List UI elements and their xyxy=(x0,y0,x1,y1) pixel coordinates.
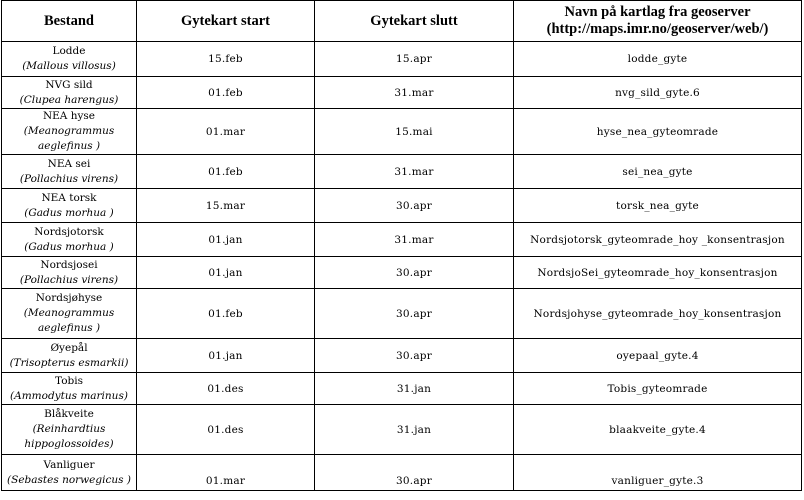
cell-gytekart-slutt: 30.apr xyxy=(315,257,514,289)
cell-bestand xyxy=(2,373,137,405)
species-common-name: Tobis xyxy=(55,374,83,387)
cell-gytekart-slutt: 31.mar xyxy=(315,223,514,257)
cell-kartlag-navn: Nordsjohyse_gyteomrade_hoy_konsentrasjon xyxy=(514,289,802,339)
cell-bestand xyxy=(2,405,137,455)
cell-kartlag-navn: torsk_nea_gyte xyxy=(514,189,802,223)
cell-bestand xyxy=(2,109,137,155)
table-row xyxy=(2,455,802,491)
table-row xyxy=(2,109,802,155)
cell-gytekart-slutt: 31.mar xyxy=(315,77,514,109)
table-row xyxy=(2,405,802,455)
cell-bestand xyxy=(2,189,137,223)
cell-gytekart-start: 01.mar xyxy=(137,109,315,155)
table-row xyxy=(2,257,802,289)
cell-kartlag-navn: Nordsjotorsk_gyteomrade_hoy _konsentrasjon xyxy=(514,223,802,257)
header-kartlag-line2: (http://maps.imr.no/geoserver/web/) xyxy=(546,21,769,37)
cell-kartlag-navn: Tobis_gyteomrade xyxy=(514,373,802,405)
species-scientific-name: (Reinhardtius hippoglossoides) xyxy=(24,423,114,450)
species-scientific-name: (Trisopterus esmarkii) xyxy=(9,356,129,369)
cell-kartlag-navn: vanliguer_gyte.3 xyxy=(514,455,802,491)
cell-gytekart-start: 01.feb xyxy=(137,289,315,339)
species-scientific-name: (Gadus morhua ) xyxy=(24,240,114,253)
cell-bestand xyxy=(2,223,137,257)
cell-kartlag-navn: sei_nea_gyte xyxy=(514,155,802,189)
cell-gytekart-slutt: 30.apr xyxy=(315,289,514,339)
species-common-name: Vanliguer xyxy=(43,458,95,471)
species-common-name: Lodde xyxy=(52,45,86,57)
species-common-name: Øyepål xyxy=(50,341,88,354)
table-row xyxy=(2,289,802,339)
cell-kartlag-navn: nvg_sild_gyte.6 xyxy=(514,77,802,109)
cell-gytekart-slutt: 30.apr xyxy=(315,339,514,373)
header-bestand: Bestand xyxy=(2,1,137,42)
species-common-name: Nordsjotorsk xyxy=(34,225,104,238)
table-row xyxy=(2,42,802,77)
cell-bestand xyxy=(2,257,137,289)
table-row xyxy=(2,339,802,373)
species-common-name: Nordsjosei xyxy=(40,258,98,271)
cell-kartlag-navn: NordsjoSei_gyteomrade_hoy_konsentrasjon xyxy=(514,257,802,289)
cell-gytekart-slutt: 31.mar xyxy=(315,155,514,189)
cell-gytekart-start: 15.mar xyxy=(137,189,315,223)
species-scientific-name: (Clupea harengus) xyxy=(19,93,119,106)
cell-bestand xyxy=(2,155,137,189)
species-common-name: NEA hyse xyxy=(42,110,96,122)
cell-kartlag-navn: hyse_nea_gyteomrade xyxy=(514,109,802,155)
cell-gytekart-start: 01.des xyxy=(137,373,315,405)
cell-bestand xyxy=(2,339,137,373)
table-row xyxy=(2,189,802,223)
species-common-name: NEA sei xyxy=(47,157,91,170)
cell-gytekart-start: 01.feb xyxy=(137,77,315,109)
header-kartlag-line1: Navn på kartlag fra geoserver xyxy=(564,4,751,20)
cell-bestand xyxy=(2,42,137,77)
species-scientific-name: (Pollachius virens) xyxy=(19,273,119,286)
cell-bestand xyxy=(2,77,137,109)
table-row xyxy=(2,77,802,109)
cell-gytekart-start: 01.jan xyxy=(137,257,315,289)
cell-gytekart-slutt: 31.jan xyxy=(315,405,514,455)
table-body xyxy=(2,42,802,491)
header-kartlag-navn xyxy=(514,1,802,42)
species-scientific-name: (Meanogrammus aeglefinus ) xyxy=(23,307,115,334)
cell-gytekart-slutt: 15.mai xyxy=(315,109,514,155)
table-row xyxy=(2,155,802,189)
table-row xyxy=(2,223,802,257)
cell-gytekart-start: 01.feb xyxy=(137,155,315,189)
cell-kartlag-navn: oyepaal_gyte.4 xyxy=(514,339,802,373)
species-common-name: Nordsjøhyse xyxy=(35,292,103,304)
cell-gytekart-start: 01.jan xyxy=(137,223,315,257)
table-row xyxy=(2,373,802,405)
spawning-map-table xyxy=(1,0,802,491)
cell-gytekart-start: 01.jan xyxy=(137,339,315,373)
species-scientific-name: (Mallous villosus) xyxy=(22,60,116,72)
species-scientific-name: (Ammodytus marinus) xyxy=(10,389,128,402)
species-common-name: NEA torsk xyxy=(41,191,97,204)
header-row xyxy=(2,1,802,42)
cell-bestand xyxy=(2,289,137,339)
cell-gytekart-start: 01.mar xyxy=(137,455,315,491)
species-scientific-name: (Meanogrammus aeglefinus ) xyxy=(23,125,115,152)
header-gytekart-slutt: Gytekart slutt xyxy=(315,1,514,42)
species-common-name: NVG sild xyxy=(45,78,93,91)
species-scientific-name: (Pollachius virens) xyxy=(19,172,119,185)
cell-gytekart-slutt: 31.jan xyxy=(315,373,514,405)
cell-gytekart-start: 15.feb xyxy=(137,42,315,77)
species-scientific-name: (Sebastes norwegicus ) xyxy=(7,473,131,486)
cell-kartlag-navn: lodde_gyte xyxy=(514,42,802,77)
species-scientific-name: (Gadus morhua ) xyxy=(24,206,114,219)
cell-gytekart-start: 01.des xyxy=(137,405,315,455)
header-gytekart-start: Gytekart start xyxy=(137,1,315,42)
cell-gytekart-slutt: 30.apr xyxy=(315,455,514,491)
cell-gytekart-slutt: 30.apr xyxy=(315,189,514,223)
cell-bestand xyxy=(2,455,137,491)
species-common-name: Blåkveite xyxy=(44,408,94,420)
cell-kartlag-navn: blaakveite_gyte.4 xyxy=(514,405,802,455)
cell-gytekart-slutt: 15.apr xyxy=(315,42,514,77)
